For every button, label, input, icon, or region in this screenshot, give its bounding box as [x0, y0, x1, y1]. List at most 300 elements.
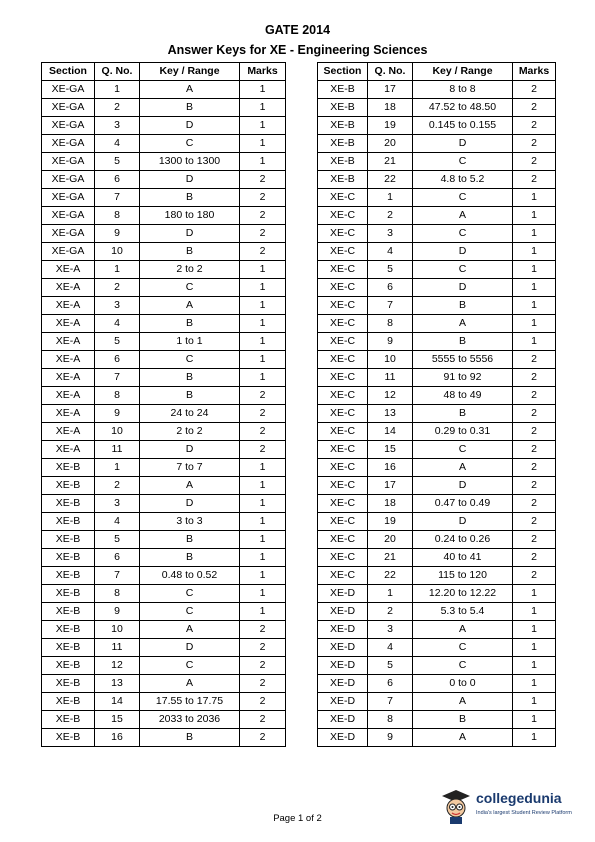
question-number-cell: 6 — [368, 675, 413, 693]
marks-cell: 2 — [513, 423, 556, 441]
section-cell: XE-B — [318, 117, 368, 135]
section-cell: XE-C — [318, 549, 368, 567]
question-number-cell: 5 — [95, 333, 140, 351]
answer-key-table-left — [41, 62, 286, 747]
section-cell: XE-GA — [42, 117, 95, 135]
section-cell: XE-B — [42, 459, 95, 477]
marks-cell: 1 — [513, 621, 556, 639]
marks-cell: 1 — [513, 261, 556, 279]
answer-key-cell: 2 to 2 — [140, 423, 240, 441]
marks-cell: 2 — [240, 621, 286, 639]
answer-key-cell: 7 to 7 — [140, 459, 240, 477]
table-row — [42, 549, 286, 567]
marks-cell: 1 — [240, 351, 286, 369]
answer-key-cell: C — [413, 657, 513, 675]
section-cell: XE-D — [318, 585, 368, 603]
question-number-cell: 22 — [368, 171, 413, 189]
logo-wordmark: collegedunia — [476, 790, 562, 806]
table-row — [42, 153, 286, 171]
question-number-cell: 8 — [95, 387, 140, 405]
table-row — [42, 279, 286, 297]
answer-key-cell: D — [140, 117, 240, 135]
question-number-cell: 3 — [95, 117, 140, 135]
section-cell: XE-B — [42, 603, 95, 621]
question-number-cell: 3 — [95, 495, 140, 513]
answer-key-cell: C — [413, 225, 513, 243]
section-cell: XE-B — [42, 639, 95, 657]
section-cell: XE-GA — [42, 243, 95, 261]
section-cell: XE-C — [318, 477, 368, 495]
answer-key-cell: 0.24 to 0.26 — [413, 531, 513, 549]
answer-key-cell: C — [140, 657, 240, 675]
table-row — [318, 369, 556, 387]
answer-key-cell: C — [413, 441, 513, 459]
marks-cell: 2 — [513, 459, 556, 477]
answer-key-cell: 5.3 to 5.4 — [413, 603, 513, 621]
answer-key-cell: D — [413, 477, 513, 495]
section-cell: XE-A — [42, 333, 95, 351]
marks-cell: 1 — [240, 333, 286, 351]
section-cell: XE-GA — [42, 135, 95, 153]
marks-cell: 2 — [513, 441, 556, 459]
answer-key-cell: 0.48 to 0.52 — [140, 567, 240, 585]
table-row — [318, 333, 556, 351]
question-number-cell: 8 — [368, 711, 413, 729]
section-cell: XE-GA — [42, 189, 95, 207]
section-cell: XE-B — [42, 495, 95, 513]
marks-cell: 1 — [240, 567, 286, 585]
section-cell: XE-C — [318, 459, 368, 477]
section-cell: XE-C — [318, 297, 368, 315]
section-cell: XE-A — [42, 279, 95, 297]
question-number-cell: 3 — [368, 225, 413, 243]
section-cell: XE-GA — [42, 225, 95, 243]
table-row — [42, 567, 286, 585]
table-row — [318, 153, 556, 171]
section-cell: XE-C — [318, 243, 368, 261]
question-number-cell: 3 — [368, 621, 413, 639]
table-row — [42, 639, 286, 657]
answer-key-cell: B — [140, 189, 240, 207]
section-cell: XE-C — [318, 279, 368, 297]
question-number-cell: 9 — [368, 333, 413, 351]
document-subtitle: Answer Keys for XE - Engineering Sciences — [167, 43, 428, 57]
question-number-cell: 17 — [368, 477, 413, 495]
answer-key-cell: B — [413, 333, 513, 351]
question-number-cell: 7 — [368, 297, 413, 315]
column-header: Marks — [240, 63, 286, 81]
answer-key-cell: B — [140, 549, 240, 567]
answer-key-cell: D — [413, 243, 513, 261]
answer-key-cell: 17.55 to 17.75 — [140, 693, 240, 711]
table-row — [42, 441, 286, 459]
answer-key-cell: C — [140, 279, 240, 297]
marks-cell: 2 — [513, 477, 556, 495]
answer-key-cell: C — [140, 603, 240, 621]
table-row — [318, 405, 556, 423]
table-row — [318, 171, 556, 189]
question-number-cell: 18 — [368, 495, 413, 513]
section-cell: XE-A — [42, 297, 95, 315]
table-row — [42, 297, 286, 315]
marks-cell: 2 — [513, 117, 556, 135]
marks-cell: 2 — [240, 657, 286, 675]
table-row — [42, 351, 286, 369]
section-cell: XE-GA — [42, 207, 95, 225]
section-cell: XE-D — [318, 675, 368, 693]
marks-cell: 2 — [240, 729, 286, 747]
section-cell: XE-C — [318, 315, 368, 333]
table-row — [42, 711, 286, 729]
section-cell: XE-C — [318, 531, 368, 549]
answer-key-cell: 0 to 0 — [413, 675, 513, 693]
answer-key-cell: D — [140, 171, 240, 189]
question-number-cell: 6 — [95, 351, 140, 369]
table-row — [318, 711, 556, 729]
table-header-row — [42, 63, 286, 81]
question-number-cell: 14 — [95, 693, 140, 711]
answer-key-cell: 1 to 1 — [140, 333, 240, 351]
section-cell: XE-A — [42, 423, 95, 441]
question-number-cell: 9 — [368, 729, 413, 747]
question-number-cell: 19 — [368, 513, 413, 531]
table-row — [318, 675, 556, 693]
table-row — [42, 657, 286, 675]
marks-cell: 2 — [513, 513, 556, 531]
question-number-cell: 13 — [95, 675, 140, 693]
table-row — [42, 585, 286, 603]
page-number: Page 1 of 2 — [273, 813, 322, 824]
section-cell: XE-C — [318, 333, 368, 351]
table-row — [42, 261, 286, 279]
question-number-cell: 14 — [368, 423, 413, 441]
question-number-cell: 2 — [95, 477, 140, 495]
answer-key-cell: 115 to 120 — [413, 567, 513, 585]
answer-key-cell: D — [140, 639, 240, 657]
section-cell: XE-C — [318, 423, 368, 441]
answer-key-cell: C — [140, 135, 240, 153]
section-cell: XE-B — [42, 729, 95, 747]
table-row — [42, 207, 286, 225]
answer-key-cell: D — [140, 225, 240, 243]
table-row — [42, 603, 286, 621]
section-cell: XE-C — [318, 441, 368, 459]
table-row — [42, 171, 286, 189]
question-number-cell: 16 — [368, 459, 413, 477]
table-row — [42, 243, 286, 261]
question-number-cell: 10 — [368, 351, 413, 369]
table-row — [42, 135, 286, 153]
table-row — [318, 99, 556, 117]
answer-key-cell: A — [413, 621, 513, 639]
question-number-cell: 2 — [368, 603, 413, 621]
question-number-cell: 9 — [95, 225, 140, 243]
table-row — [42, 495, 286, 513]
answer-key-cell: B — [140, 243, 240, 261]
answer-key-cell: B — [413, 297, 513, 315]
table-row — [318, 567, 556, 585]
question-number-cell: 12 — [368, 387, 413, 405]
table-row — [42, 315, 286, 333]
question-number-cell: 1 — [368, 585, 413, 603]
answer-key-cell: 180 to 180 — [140, 207, 240, 225]
table-header-row — [318, 63, 556, 81]
table-row — [42, 675, 286, 693]
marks-cell: 1 — [513, 243, 556, 261]
question-number-cell: 5 — [368, 261, 413, 279]
question-number-cell: 8 — [368, 315, 413, 333]
answer-key-cell: C — [413, 189, 513, 207]
marks-cell: 2 — [513, 531, 556, 549]
answer-key-cell: C — [413, 153, 513, 171]
question-number-cell: 16 — [95, 729, 140, 747]
answer-key-cell: B — [140, 729, 240, 747]
table-row — [318, 495, 556, 513]
answer-key-cell: C — [140, 351, 240, 369]
table-row — [318, 261, 556, 279]
answer-key-cell: B — [140, 387, 240, 405]
answer-key-cell: 5555 to 5556 — [413, 351, 513, 369]
section-cell: XE-A — [42, 315, 95, 333]
question-number-cell: 4 — [95, 513, 140, 531]
marks-cell: 1 — [513, 657, 556, 675]
section-cell: XE-B — [42, 675, 95, 693]
section-cell: XE-B — [318, 171, 368, 189]
answer-key-cell: A — [413, 207, 513, 225]
marks-cell: 1 — [513, 207, 556, 225]
marks-cell: 1 — [240, 261, 286, 279]
question-number-cell: 5 — [95, 531, 140, 549]
table-row — [42, 225, 286, 243]
question-number-cell: 7 — [95, 369, 140, 387]
section-cell: XE-B — [42, 477, 95, 495]
marks-cell: 1 — [513, 729, 556, 747]
marks-cell: 1 — [240, 297, 286, 315]
marks-cell: 2 — [513, 369, 556, 387]
section-cell: XE-D — [318, 639, 368, 657]
section-cell: XE-A — [42, 261, 95, 279]
answer-key-cell: A — [413, 315, 513, 333]
table-row — [318, 441, 556, 459]
marks-cell: 1 — [240, 369, 286, 387]
table-row — [42, 621, 286, 639]
answer-key-cell: B — [413, 405, 513, 423]
marks-cell: 2 — [513, 405, 556, 423]
section-cell: XE-C — [318, 387, 368, 405]
marks-cell: 1 — [240, 459, 286, 477]
marks-cell: 1 — [240, 531, 286, 549]
answer-key-cell: 0.29 to 0.31 — [413, 423, 513, 441]
marks-cell: 1 — [513, 189, 556, 207]
question-number-cell: 15 — [95, 711, 140, 729]
marks-cell: 1 — [513, 333, 556, 351]
marks-cell: 1 — [513, 297, 556, 315]
section-cell: XE-D — [318, 693, 368, 711]
table-row — [318, 351, 556, 369]
table-row — [318, 225, 556, 243]
section-cell: XE-C — [318, 225, 368, 243]
section-cell: XE-A — [42, 369, 95, 387]
question-number-cell: 9 — [95, 405, 140, 423]
question-number-cell: 11 — [95, 639, 140, 657]
table-row — [42, 693, 286, 711]
question-number-cell: 2 — [368, 207, 413, 225]
answer-key-cell: B — [413, 711, 513, 729]
answer-key-cell: D — [413, 279, 513, 297]
question-number-cell: 2 — [95, 99, 140, 117]
section-cell: XE-B — [42, 567, 95, 585]
answer-key-cell: 0.145 to 0.155 — [413, 117, 513, 135]
section-cell: XE-B — [42, 549, 95, 567]
answer-key-cell: 2033 to 2036 — [140, 711, 240, 729]
column-header: Key / Range — [413, 63, 513, 81]
table-row — [318, 423, 556, 441]
answer-key-cell: 48 to 49 — [413, 387, 513, 405]
marks-cell: 2 — [240, 387, 286, 405]
marks-cell: 1 — [240, 549, 286, 567]
answer-key-cell: A — [140, 81, 240, 99]
marks-cell: 2 — [513, 81, 556, 99]
question-number-cell: 4 — [368, 639, 413, 657]
section-cell: XE-C — [318, 405, 368, 423]
table-row — [318, 297, 556, 315]
table-row — [318, 81, 556, 99]
question-number-cell: 10 — [95, 243, 140, 261]
marks-cell: 1 — [240, 153, 286, 171]
section-cell: XE-GA — [42, 81, 95, 99]
question-number-cell: 7 — [368, 693, 413, 711]
table-row — [318, 585, 556, 603]
question-number-cell: 2 — [95, 279, 140, 297]
column-header: Section — [42, 63, 95, 81]
marks-cell: 1 — [513, 603, 556, 621]
question-number-cell: 3 — [95, 297, 140, 315]
answer-key-cell: C — [140, 585, 240, 603]
marks-cell: 1 — [513, 315, 556, 333]
marks-cell: 1 — [513, 225, 556, 243]
question-number-cell: 10 — [95, 423, 140, 441]
marks-cell: 1 — [240, 81, 286, 99]
marks-cell: 1 — [513, 693, 556, 711]
answer-key-cell: 40 to 41 — [413, 549, 513, 567]
section-cell: XE-C — [318, 351, 368, 369]
question-number-cell: 1 — [95, 81, 140, 99]
marks-cell: 2 — [513, 171, 556, 189]
table-row — [318, 639, 556, 657]
column-header: Q. No. — [95, 63, 140, 81]
table-row — [318, 117, 556, 135]
section-cell: XE-A — [42, 405, 95, 423]
question-number-cell: 11 — [368, 369, 413, 387]
section-cell: XE-A — [42, 441, 95, 459]
table-row — [318, 729, 556, 747]
answer-key-cell: 24 to 24 — [140, 405, 240, 423]
question-number-cell: 8 — [95, 585, 140, 603]
answer-key-cell: B — [140, 99, 240, 117]
table-row — [42, 369, 286, 387]
question-number-cell: 6 — [368, 279, 413, 297]
section-cell: XE-B — [318, 153, 368, 171]
answer-key-cell: A — [413, 459, 513, 477]
answer-key-cell: A — [413, 693, 513, 711]
section-cell: XE-D — [318, 729, 368, 747]
answer-key-cell: 8 to 8 — [413, 81, 513, 99]
marks-cell: 1 — [240, 585, 286, 603]
question-number-cell: 21 — [368, 153, 413, 171]
table-row — [318, 207, 556, 225]
marks-cell: 2 — [513, 549, 556, 567]
section-cell: XE-D — [318, 603, 368, 621]
section-cell: XE-C — [318, 207, 368, 225]
question-number-cell: 19 — [368, 117, 413, 135]
section-cell: XE-B — [42, 531, 95, 549]
marks-cell: 2 — [513, 387, 556, 405]
question-number-cell: 9 — [95, 603, 140, 621]
table-row — [318, 243, 556, 261]
question-number-cell: 1 — [95, 459, 140, 477]
section-cell: XE-D — [318, 657, 368, 675]
column-header: Section — [318, 63, 368, 81]
question-number-cell: 8 — [95, 207, 140, 225]
answer-key-cell: D — [140, 495, 240, 513]
marks-cell: 2 — [240, 639, 286, 657]
answer-key-cell: 91 to 92 — [413, 369, 513, 387]
marks-cell: 2 — [240, 189, 286, 207]
marks-cell: 1 — [240, 135, 286, 153]
marks-cell: 2 — [240, 675, 286, 693]
section-cell: XE-B — [42, 621, 95, 639]
question-number-cell: 1 — [368, 189, 413, 207]
answer-key-cell: 0.47 to 0.49 — [413, 495, 513, 513]
question-number-cell: 6 — [95, 171, 140, 189]
table-row — [42, 423, 286, 441]
answer-key-cell: B — [140, 315, 240, 333]
table-row — [318, 513, 556, 531]
answer-key-cell: B — [140, 369, 240, 387]
question-number-cell: 7 — [95, 567, 140, 585]
marks-cell: 1 — [240, 279, 286, 297]
question-number-cell: 4 — [95, 135, 140, 153]
answer-key-cell: C — [413, 639, 513, 657]
marks-cell: 2 — [240, 711, 286, 729]
document-title: GATE 2014 — [264, 23, 331, 37]
answer-key-cell: C — [413, 261, 513, 279]
table-row — [42, 531, 286, 549]
question-number-cell: 17 — [368, 81, 413, 99]
answer-key-table-right — [317, 62, 556, 747]
answer-key-cell: B — [140, 531, 240, 549]
section-cell: XE-C — [318, 567, 368, 585]
column-header: Key / Range — [140, 63, 240, 81]
section-cell: XE-B — [42, 513, 95, 531]
section-cell: XE-GA — [42, 99, 95, 117]
marks-cell: 1 — [240, 513, 286, 531]
table-row — [42, 477, 286, 495]
logo-tagline: India's largest Student Review Platform — [476, 810, 572, 816]
question-number-cell: 1 — [95, 261, 140, 279]
question-number-cell: 18 — [368, 99, 413, 117]
table-row — [318, 693, 556, 711]
answer-key-cell: 3 to 3 — [140, 513, 240, 531]
marks-cell: 1 — [513, 675, 556, 693]
question-number-cell: 7 — [95, 189, 140, 207]
question-number-cell: 20 — [368, 135, 413, 153]
section-cell: XE-B — [42, 585, 95, 603]
table-row — [318, 459, 556, 477]
table-row — [42, 459, 286, 477]
collegedunia-logo — [438, 786, 588, 830]
table-row — [42, 405, 286, 423]
